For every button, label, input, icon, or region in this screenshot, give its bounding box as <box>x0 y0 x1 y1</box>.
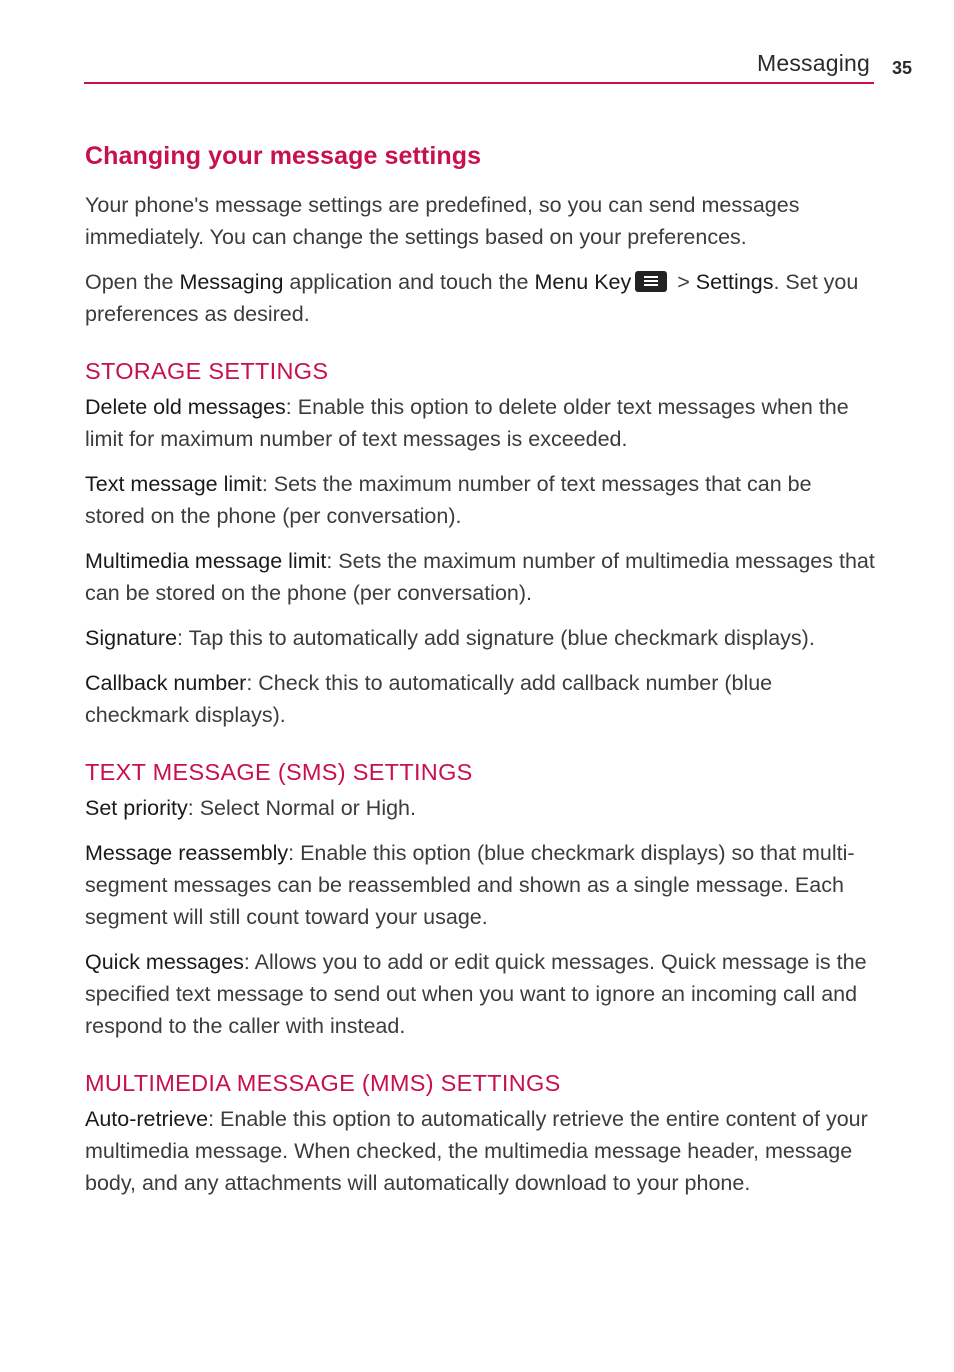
mms-settings-heading: MULTIMEDIA MESSAGE (MMS) SETTINGS <box>85 1070 561 1096</box>
running-header-title: Messaging <box>756 50 870 76</box>
setting-description: : Sets the maximum number of multimedia messages that can be stored on the phone (per conversation). <box>85 549 875 605</box>
setting-description: : Select Normal or High. <box>187 796 416 820</box>
running-header <box>84 48 874 84</box>
setting-term: Message reassembly <box>85 841 289 865</box>
messaging-app-term: Messaging <box>179 270 284 294</box>
open-text-1: Open the <box>85 270 180 294</box>
setting-item-multimedia-message-limit <box>85 545 875 609</box>
setting-description: : Allows you to add or edit quick messages. Quick message is the specified text message to send out when you want to ignore an incoming call and respond to the caller with instead. <box>85 950 867 1038</box>
setting-item-quick-messages <box>85 946 875 1042</box>
page-number: 35 <box>892 58 913 78</box>
setting-description: : Enable this option (blue checkmark displays) so that multi-segment messages can be reassembled and shown as a single message. Each segment will still count toward your usage. <box>85 841 855 929</box>
setting-description: : Check this to automatically add callback number (blue checkmark displays). <box>85 671 773 727</box>
open-text-4: . Set you preferences as desired. <box>85 270 859 326</box>
open-text-2: application and touch the <box>283 270 535 294</box>
setting-item-message-reassembly <box>85 837 875 933</box>
setting-description: : Enable this option to automatically retrieve the entire content of your multimedia message. When checked, the multimedia message header, message body, and any attachments will automatically download to your phone. <box>85 1107 868 1195</box>
setting-item-signature <box>85 622 875 654</box>
setting-term: Quick messages <box>85 950 244 974</box>
setting-item-delete-old-messages <box>85 391 875 455</box>
setting-term: Callback number <box>85 671 247 695</box>
settings-term: Settings <box>695 270 774 294</box>
open-instructions-paragraph <box>85 266 875 330</box>
setting-item-auto-retrieve <box>85 1103 875 1199</box>
section-title: Changing your message settings <box>85 142 482 170</box>
intro-paragraph: Your phone's message settings are predefined, so you can send messages immediately. You can change the settings based on your preferences. <box>85 193 800 249</box>
setting-item-text-message-limit <box>85 468 875 532</box>
setting-term: Multimedia message limit <box>85 549 327 573</box>
sms-settings-heading: TEXT MESSAGE (SMS) SETTINGS <box>85 759 473 785</box>
setting-term: Delete old messages <box>85 395 286 419</box>
setting-item-callback-number <box>85 667 875 731</box>
open-text-3: > <box>671 270 696 294</box>
setting-term: Set priority <box>85 796 188 820</box>
setting-item-set-priority <box>85 792 875 824</box>
setting-description: : Tap this to automatically add signature (blue checkmark displays). <box>177 626 815 650</box>
setting-description: : Enable this option to delete older text messages when the limit for maximum number of text messages is exceeded. <box>85 395 849 451</box>
storage-settings-heading: STORAGE SETTINGS <box>85 358 329 384</box>
menu-key-term: Menu Key <box>534 270 632 294</box>
setting-term: Auto-retrieve <box>85 1107 209 1131</box>
setting-description: : Sets the maximum number of text messages that can be stored on the phone (per conversation). <box>85 472 812 528</box>
setting-term: Signature <box>85 626 178 650</box>
page-content <box>85 142 875 1212</box>
menu-key-icon <box>635 271 667 292</box>
setting-term: Text message limit <box>85 472 262 496</box>
